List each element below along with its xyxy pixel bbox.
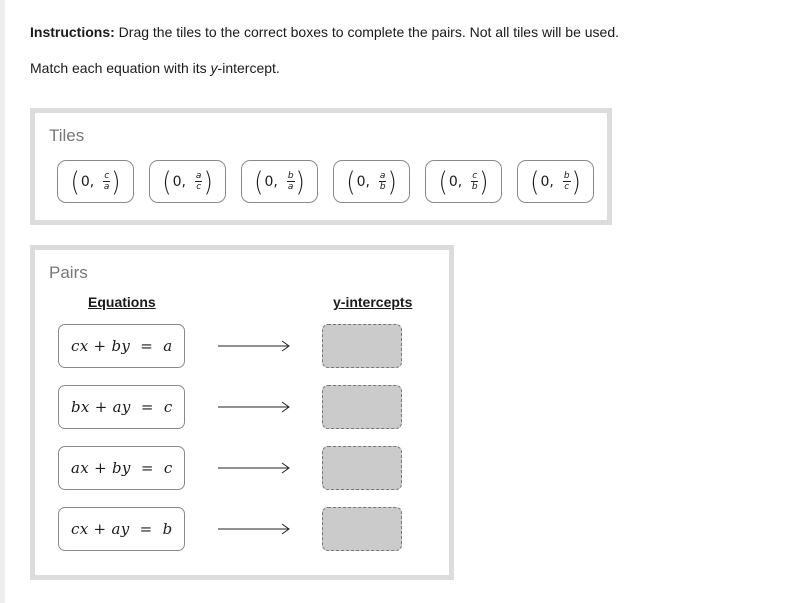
y-intercepts-header: y-intercepts bbox=[333, 294, 413, 310]
tile-zero: 0, bbox=[448, 173, 463, 190]
equation-box bbox=[58, 324, 185, 368]
right-arrow-icon bbox=[218, 340, 292, 352]
tile-close-paren: ) bbox=[479, 166, 489, 197]
right-arrow-icon bbox=[218, 523, 292, 535]
tile-fraction bbox=[287, 171, 295, 192]
tile-open-paren: ( bbox=[70, 166, 80, 197]
instructions bbox=[30, 24, 619, 40]
tile-a-over-b[interactable] bbox=[333, 160, 410, 203]
tile-numerator: b bbox=[563, 171, 570, 181]
tile-denominator: b bbox=[471, 182, 478, 192]
match-prompt bbox=[30, 60, 280, 76]
match-prompt-suffix: -intercept. bbox=[217, 60, 280, 76]
right-arrow-icon bbox=[218, 462, 292, 474]
tile-open-paren: ( bbox=[438, 166, 448, 197]
tile-a-over-c[interactable] bbox=[149, 160, 226, 203]
tile-open-paren: ( bbox=[162, 166, 172, 197]
tile-close-paren: ) bbox=[571, 166, 581, 197]
tile-close-paren: ) bbox=[203, 166, 213, 197]
tile-b-over-c[interactable] bbox=[517, 160, 594, 203]
right-arrow-icon bbox=[218, 401, 292, 413]
equation-text: ax + by = c bbox=[71, 459, 173, 477]
tile-fraction bbox=[379, 171, 387, 192]
equation-text: bx + ay = c bbox=[71, 398, 173, 416]
drop-target[interactable] bbox=[322, 507, 402, 551]
tile-open-paren: ( bbox=[254, 166, 264, 197]
tiles-title: Tiles bbox=[49, 126, 85, 145]
tile-fraction bbox=[103, 171, 110, 192]
left-rule bbox=[0, 0, 5, 603]
match-prompt-prefix: Match each equation with its bbox=[30, 60, 211, 76]
tile-denominator: c bbox=[196, 182, 202, 192]
tile-open-paren: ( bbox=[530, 166, 540, 197]
tile-close-paren: ) bbox=[295, 166, 305, 197]
pairs-title: Pairs bbox=[49, 263, 88, 282]
pairs-panel bbox=[30, 245, 454, 580]
tile-c-over-a[interactable] bbox=[57, 160, 134, 203]
tile-numerator: a bbox=[379, 171, 386, 181]
equation-text: cx + ay = b bbox=[71, 520, 173, 538]
tile-denominator: a bbox=[103, 182, 110, 192]
tile-numerator: a bbox=[195, 171, 202, 181]
equation-box bbox=[58, 385, 185, 429]
tile-denominator: a bbox=[287, 182, 294, 192]
tile-c-over-b[interactable] bbox=[425, 160, 502, 203]
instructions-text: Drag the tiles to the correct boxes to complete the pairs. Not all tiles will be used. bbox=[114, 24, 620, 40]
tiles-panel-inner bbox=[35, 113, 607, 220]
tile-zero: 0, bbox=[540, 173, 554, 190]
tile-open-paren: ( bbox=[346, 166, 356, 197]
pairs-panel-inner bbox=[35, 250, 449, 575]
tile-fraction bbox=[563, 171, 571, 192]
tile-zero: 0, bbox=[172, 173, 186, 190]
tile-numerator: c bbox=[472, 171, 478, 181]
tile-numerator: b bbox=[287, 171, 294, 181]
tile-fraction bbox=[195, 171, 203, 192]
equation-box bbox=[58, 507, 185, 551]
equation-text: cx + by = a bbox=[71, 337, 173, 355]
tile-denominator: b bbox=[379, 182, 386, 192]
tile-close-paren: ) bbox=[387, 166, 397, 197]
drop-target[interactable] bbox=[322, 324, 402, 368]
instructions-label: Instructions: bbox=[30, 24, 115, 40]
tile-zero: 0, bbox=[356, 173, 370, 190]
tiles-panel bbox=[30, 108, 612, 225]
equation-box bbox=[58, 446, 185, 490]
tile-b-over-a[interactable] bbox=[241, 160, 318, 203]
tile-close-paren: ) bbox=[111, 166, 121, 197]
drop-target[interactable] bbox=[322, 385, 402, 429]
tile-fraction bbox=[471, 171, 478, 192]
tile-zero: 0, bbox=[80, 173, 95, 190]
drop-target[interactable] bbox=[322, 446, 402, 490]
match-prompt-italic: y bbox=[210, 60, 218, 76]
tile-zero: 0, bbox=[264, 173, 278, 190]
equations-header: Equations bbox=[88, 294, 156, 310]
tile-numerator: c bbox=[104, 171, 110, 181]
tile-denominator: c bbox=[564, 182, 570, 192]
